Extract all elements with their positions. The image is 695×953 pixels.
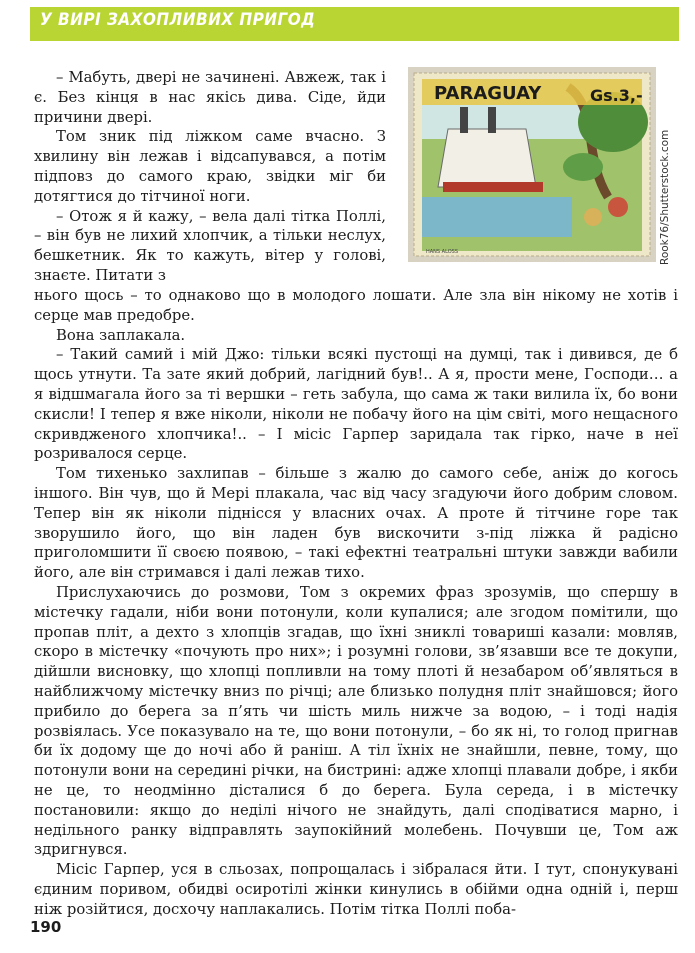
paragraph: – Такий самий і мій Джо: тільки всякі пустощі на думці, так і дивився, де б щось утнути. Та зате який добрий, лагідний був!.. А я, прости мене, Господи… а я відшмагала його за ті вершки – геть забула, що сама ж таки вилила їх, бо вони скисли! І тепер я вже ніколи, ніколи не побачу його на цім світі, мого нещасного скривдженого хлопчика!.. – І місіс Гарпер заридала так гірко, наче в неї розривалося серце. — [34, 346, 678, 463]
paragraph: Прислухаючись до розмови, Том з окремих фраз зрозумів, що спершу в містечку гадали, ніби вони потонули, коли купалися; але згодом помітили, що пропав пліт, а дехто з хлопців згадав, що їхні зниклі товариші казали: мовляв, скоро в містечку «почують про них»; і розумні голови, зв’язавши все те докупи, дійшли висновку, що хлопці попливли на тому плоті й незабаром об’являться в найближчому містечку вниз по річці; але близько полудня пліт знайшовся; його прибило до берега за п’ять чи шість миль нижче за водою, – і тоді надія розвіялась. Усе показувало на те, що вони потонули, – бо як ні, то голод пригнав би їх додому ще до ночі або й раніш. А тіл їхніх не знайшли, певне, тому, що потонули вони на середині річки, на бистрині: адже хлопці плавали добре, і якби не це, то неодмінно дісталися б до берега. Була середа, і в містечку постановили: якщо до неділі нічого не знайдуть, далі сподіватися марно, і недільного ранку відправлять заупокійний молебень. Почувши це, Том аж здригнувся. — [34, 583, 678, 859]
paragraph: Вона заплакала. — [56, 326, 186, 344]
stamp-value: Gs.3,- — [590, 86, 643, 105]
page-number: 190 — [30, 918, 62, 936]
stamp-country: PARAGUAY — [434, 83, 542, 104]
paragraph: Том тихенько захлипав – більше з жалю до самого себе, аніж до когось іншого. Він чув, що й Мері плакала, час від часу згадуючи його добрим словом. Тепер він як ніколи піднісся у власних очах. А проте й тітчине горе так зворушило його, що він ладен був вискочити з-під ліжка й радісно приголомшити її своєю появою, – такі ефектні театральні штуки завжди вабили його, але він стримався і далі лежав тихо. — [34, 465, 678, 582]
paragraph: – Отож я й кажу, – вела далі тітка Поллі, – він був не лихий хлопчик, а тільки неслух, бешкетник. Як то кажуть, вітер у голові, знаєте. Питати з — [34, 207, 386, 284]
paragraph: – Мабуть, двері не зачинені. Авжеж, так і є. Без кінця в нас якісь дива. Сіде, йди причини двері. — [34, 69, 386, 126]
paragraph: нього щось – то однаково що в молодого лошати. Але зла він нікому не хотів і серце мав предобре. — [34, 287, 678, 324]
paragraph: Місіс Гарпер, уся в сльозах, попрощалась і зібралася йти. І тут, спонукувані єдиним поривом, обидві осиротілі жінки кинулись в обійми одна одній і, перш ніж розійтися, досхочу наплакались. Потім тітка Поллі поба- — [34, 861, 678, 918]
paraguay-stamp-image — [408, 67, 656, 262]
photo-credit: Rook76/Shutterstock.com — [659, 129, 671, 265]
stamp-small-text: HANS ALOSS — [426, 249, 458, 255]
section-title: У ВИРІ ЗАХОПЛИВИХ ПРИГОД — [40, 10, 316, 30]
paragraph: Том зник під ліжком саме вчасно. З хвилину він лежав і відсапувався, а потім підповз до самого краю, звідки міг би дотягтися до тітчиної ноги. — [34, 128, 386, 205]
text-column-main — [34, 286, 678, 920]
text-column-top — [34, 68, 386, 286]
